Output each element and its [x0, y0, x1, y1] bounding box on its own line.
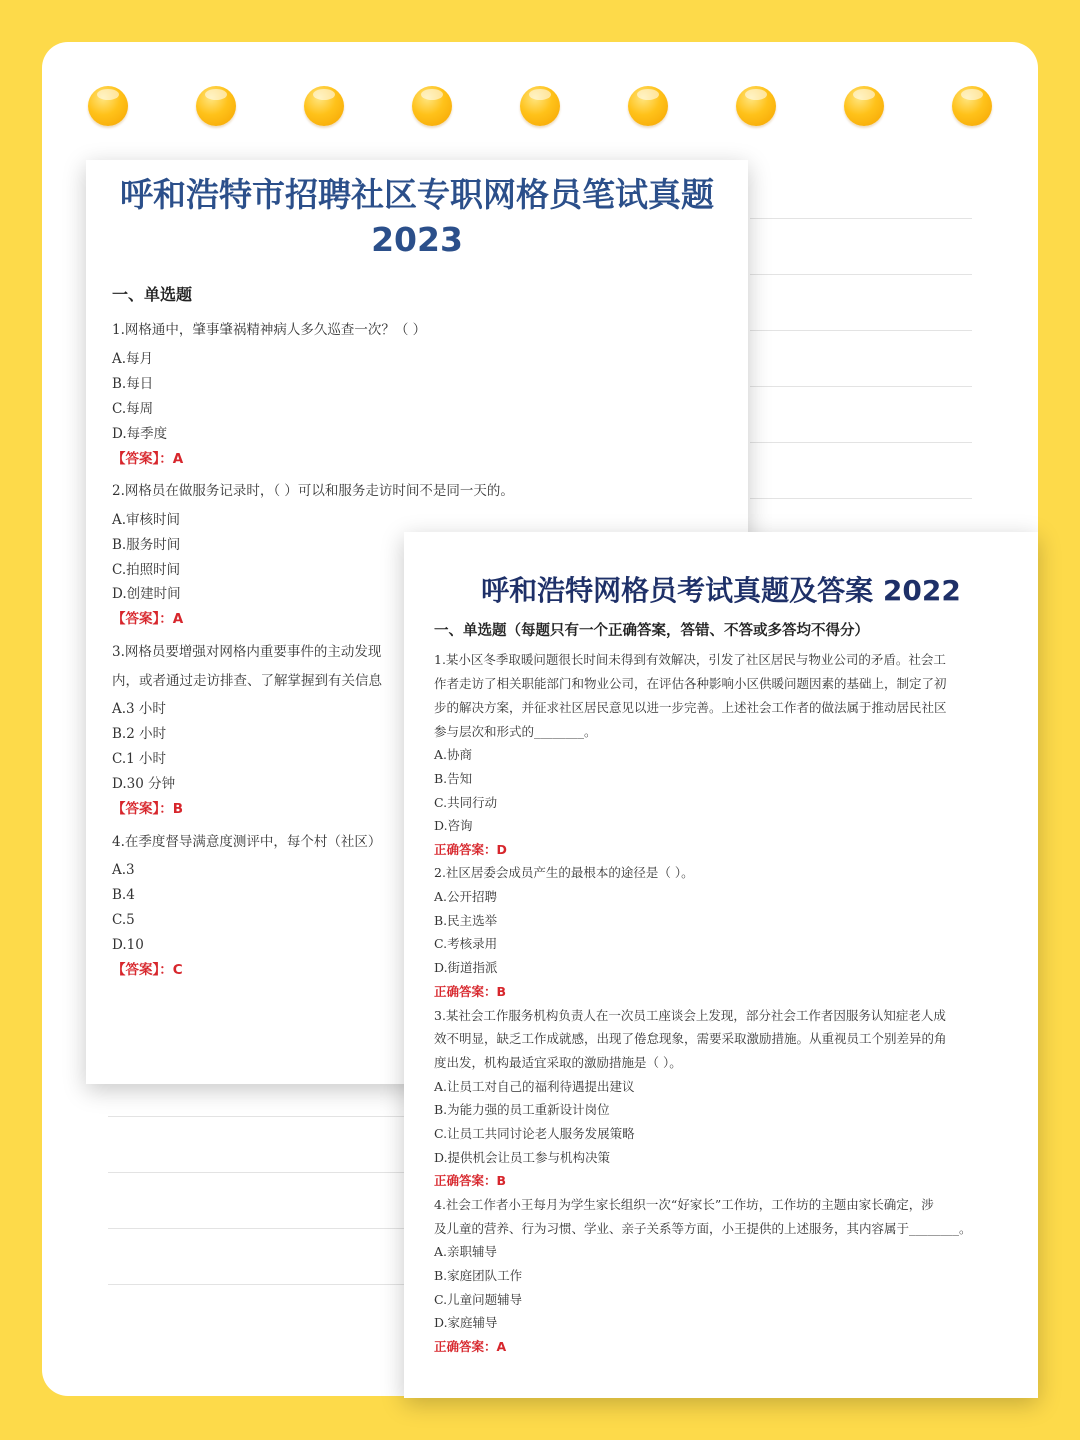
exam-paper-2022	[404, 532, 1038, 1398]
option-d: D.街道指派	[434, 960, 498, 975]
option-d: D.30 分钟	[112, 776, 176, 792]
option-d: D.创建时间	[112, 586, 181, 602]
binder-ring-dot	[412, 86, 452, 126]
binder-ring-dot	[304, 86, 344, 126]
paper-title-2023: 呼和浩特市招聘社区专职网格员笔试真题 2023	[120, 175, 714, 259]
option-c: C.5	[112, 912, 135, 928]
answer-label: 正确答案：B	[434, 984, 507, 999]
option-a: A.让员工对自己的福利待遇提出建议	[434, 1079, 635, 1094]
option-d: D.家庭辅导	[434, 1315, 498, 1330]
question-3-line-1: 3.某社会工作服务机构负责人在一次员工座谈会上发现，部分社会工作者因服务认知症老人成	[434, 1008, 946, 1023]
binder-ring-dot	[844, 86, 884, 126]
answer-label: 正确答案：A	[434, 1339, 507, 1354]
ruled-line	[750, 498, 972, 499]
question-2: 2.网格员在做服务记录时，（ ）可以和服务走访时间不是同一天的。	[112, 483, 514, 499]
question-2: 2.社区居委会成员产生的最根本的途径是（ ）。	[434, 865, 694, 880]
option-c: C.拍照时间	[112, 562, 181, 578]
option-b: B.服务时间	[112, 537, 181, 553]
option-a: A.审核时间	[112, 512, 181, 528]
option-b: B.4	[112, 887, 135, 903]
ruled-line	[750, 274, 972, 275]
binder-ring-dot	[88, 86, 128, 126]
option-a: A.亲职辅导	[434, 1244, 498, 1259]
ruled-line	[108, 1228, 404, 1229]
answer-label: 正确答案：D	[434, 842, 507, 857]
question-1: 1.网格通中，肇事肇祸精神病人多久巡查一次？（ ）	[112, 322, 427, 338]
option-b: B.家庭团队工作	[434, 1268, 523, 1283]
binder-ring-dot	[520, 86, 560, 126]
option-c: C.儿童问题辅导	[434, 1292, 523, 1307]
option-b: B.2 小时	[112, 726, 167, 742]
answer-label: 【答案】：B	[112, 801, 184, 817]
ruled-line	[108, 1172, 404, 1173]
answer-label: 正确答案：B	[434, 1173, 507, 1188]
option-d: D.咨询	[434, 818, 473, 833]
question-4: 4.在季度督导满意度测评中，每个村（社区）	[112, 834, 382, 850]
ruled-line	[750, 442, 972, 443]
option-a: A.协商	[434, 747, 473, 762]
option-b: B.每日	[112, 376, 154, 392]
option-c: C.考核录用	[434, 936, 498, 951]
question-3-line-2: 效不明显，缺乏工作成就感，出现了倦怠现象，需要采取激励措施。从重视员工个别差异的角	[434, 1031, 947, 1046]
question-1-line-3: 步的解决方案，并征求社区居民意见以进一步完善。上述社会工作者的做法属于推动居民社区	[434, 700, 947, 715]
question-3-line-3: 度出发，机构最适宜采取的激励措施是（ ）。	[434, 1055, 682, 1070]
option-b: B.民主选举	[434, 913, 498, 928]
binder-ring-dot	[196, 86, 236, 126]
question-4-line-1: 4.社会工作者小王每月为学生家长组织一次“好家长”工作坊，工作坊的主题由家长确定，涉	[434, 1197, 934, 1212]
answer-label: 【答案】：A	[112, 451, 184, 467]
ruled-line	[108, 1284, 404, 1285]
question-1-line-2: 作者走访了相关职能部门和物业公司，在评估各种影响小区供暖问题因素的基础上，制定了初	[434, 676, 947, 691]
option-c: C.共同行动	[434, 795, 498, 810]
section-heading: 一、单选题（每题只有一个正确答案，答错、不答或多答均不得分）	[434, 623, 869, 639]
option-b: B.为能力强的员工重新设计岗位	[434, 1102, 610, 1117]
binder-ring-dot	[736, 86, 776, 126]
option-c: C.1 小时	[112, 751, 167, 767]
option-a: A.公开招聘	[434, 889, 498, 904]
question-1-line-1: 1.某小区冬季取暖问题很长时间未得到有效解决，引发了社区居民与物业公司的矛盾。社会工	[434, 652, 946, 667]
binder-ring-dot	[628, 86, 668, 126]
ruled-line	[750, 218, 972, 219]
question-3-line-1: 3.网格员要增强对网格内重要事件的主动发现	[112, 644, 382, 660]
option-d: D.提供机会让员工参与机构决策	[434, 1150, 611, 1165]
option-d: D.10	[112, 937, 144, 953]
section-heading: 一、单选题	[112, 285, 193, 304]
question-3-line-2: 内，或者通过走访排查、了解掌握到有关信息	[112, 673, 382, 689]
option-a: A.3	[112, 862, 135, 878]
question-4-line-2: 及儿童的营养、行为习惯、学业、亲子关系等方面，小王提供的上述服务，其内容属于________。	[434, 1221, 972, 1236]
option-b: B.告知	[434, 771, 473, 786]
ruled-line	[750, 330, 972, 331]
option-a: A.3 小时	[112, 701, 166, 717]
option-d: D.每季度	[112, 426, 168, 442]
binder-ring-dot	[952, 86, 992, 126]
question-1-line-4: 参与层次和形式的________。	[434, 724, 597, 739]
ruled-line	[750, 386, 972, 387]
paper-title-2022: 呼和浩特网格员考试真题及答案 2022	[481, 574, 961, 607]
answer-label: 【答案】：A	[112, 611, 184, 627]
option-c: C.每周	[112, 401, 154, 417]
answer-label: 【答案】：C	[112, 962, 183, 978]
option-a: A.每月	[112, 351, 154, 367]
option-c: C.让员工共同讨论老人服务发展策略	[434, 1126, 635, 1141]
ruled-line	[108, 1116, 404, 1117]
